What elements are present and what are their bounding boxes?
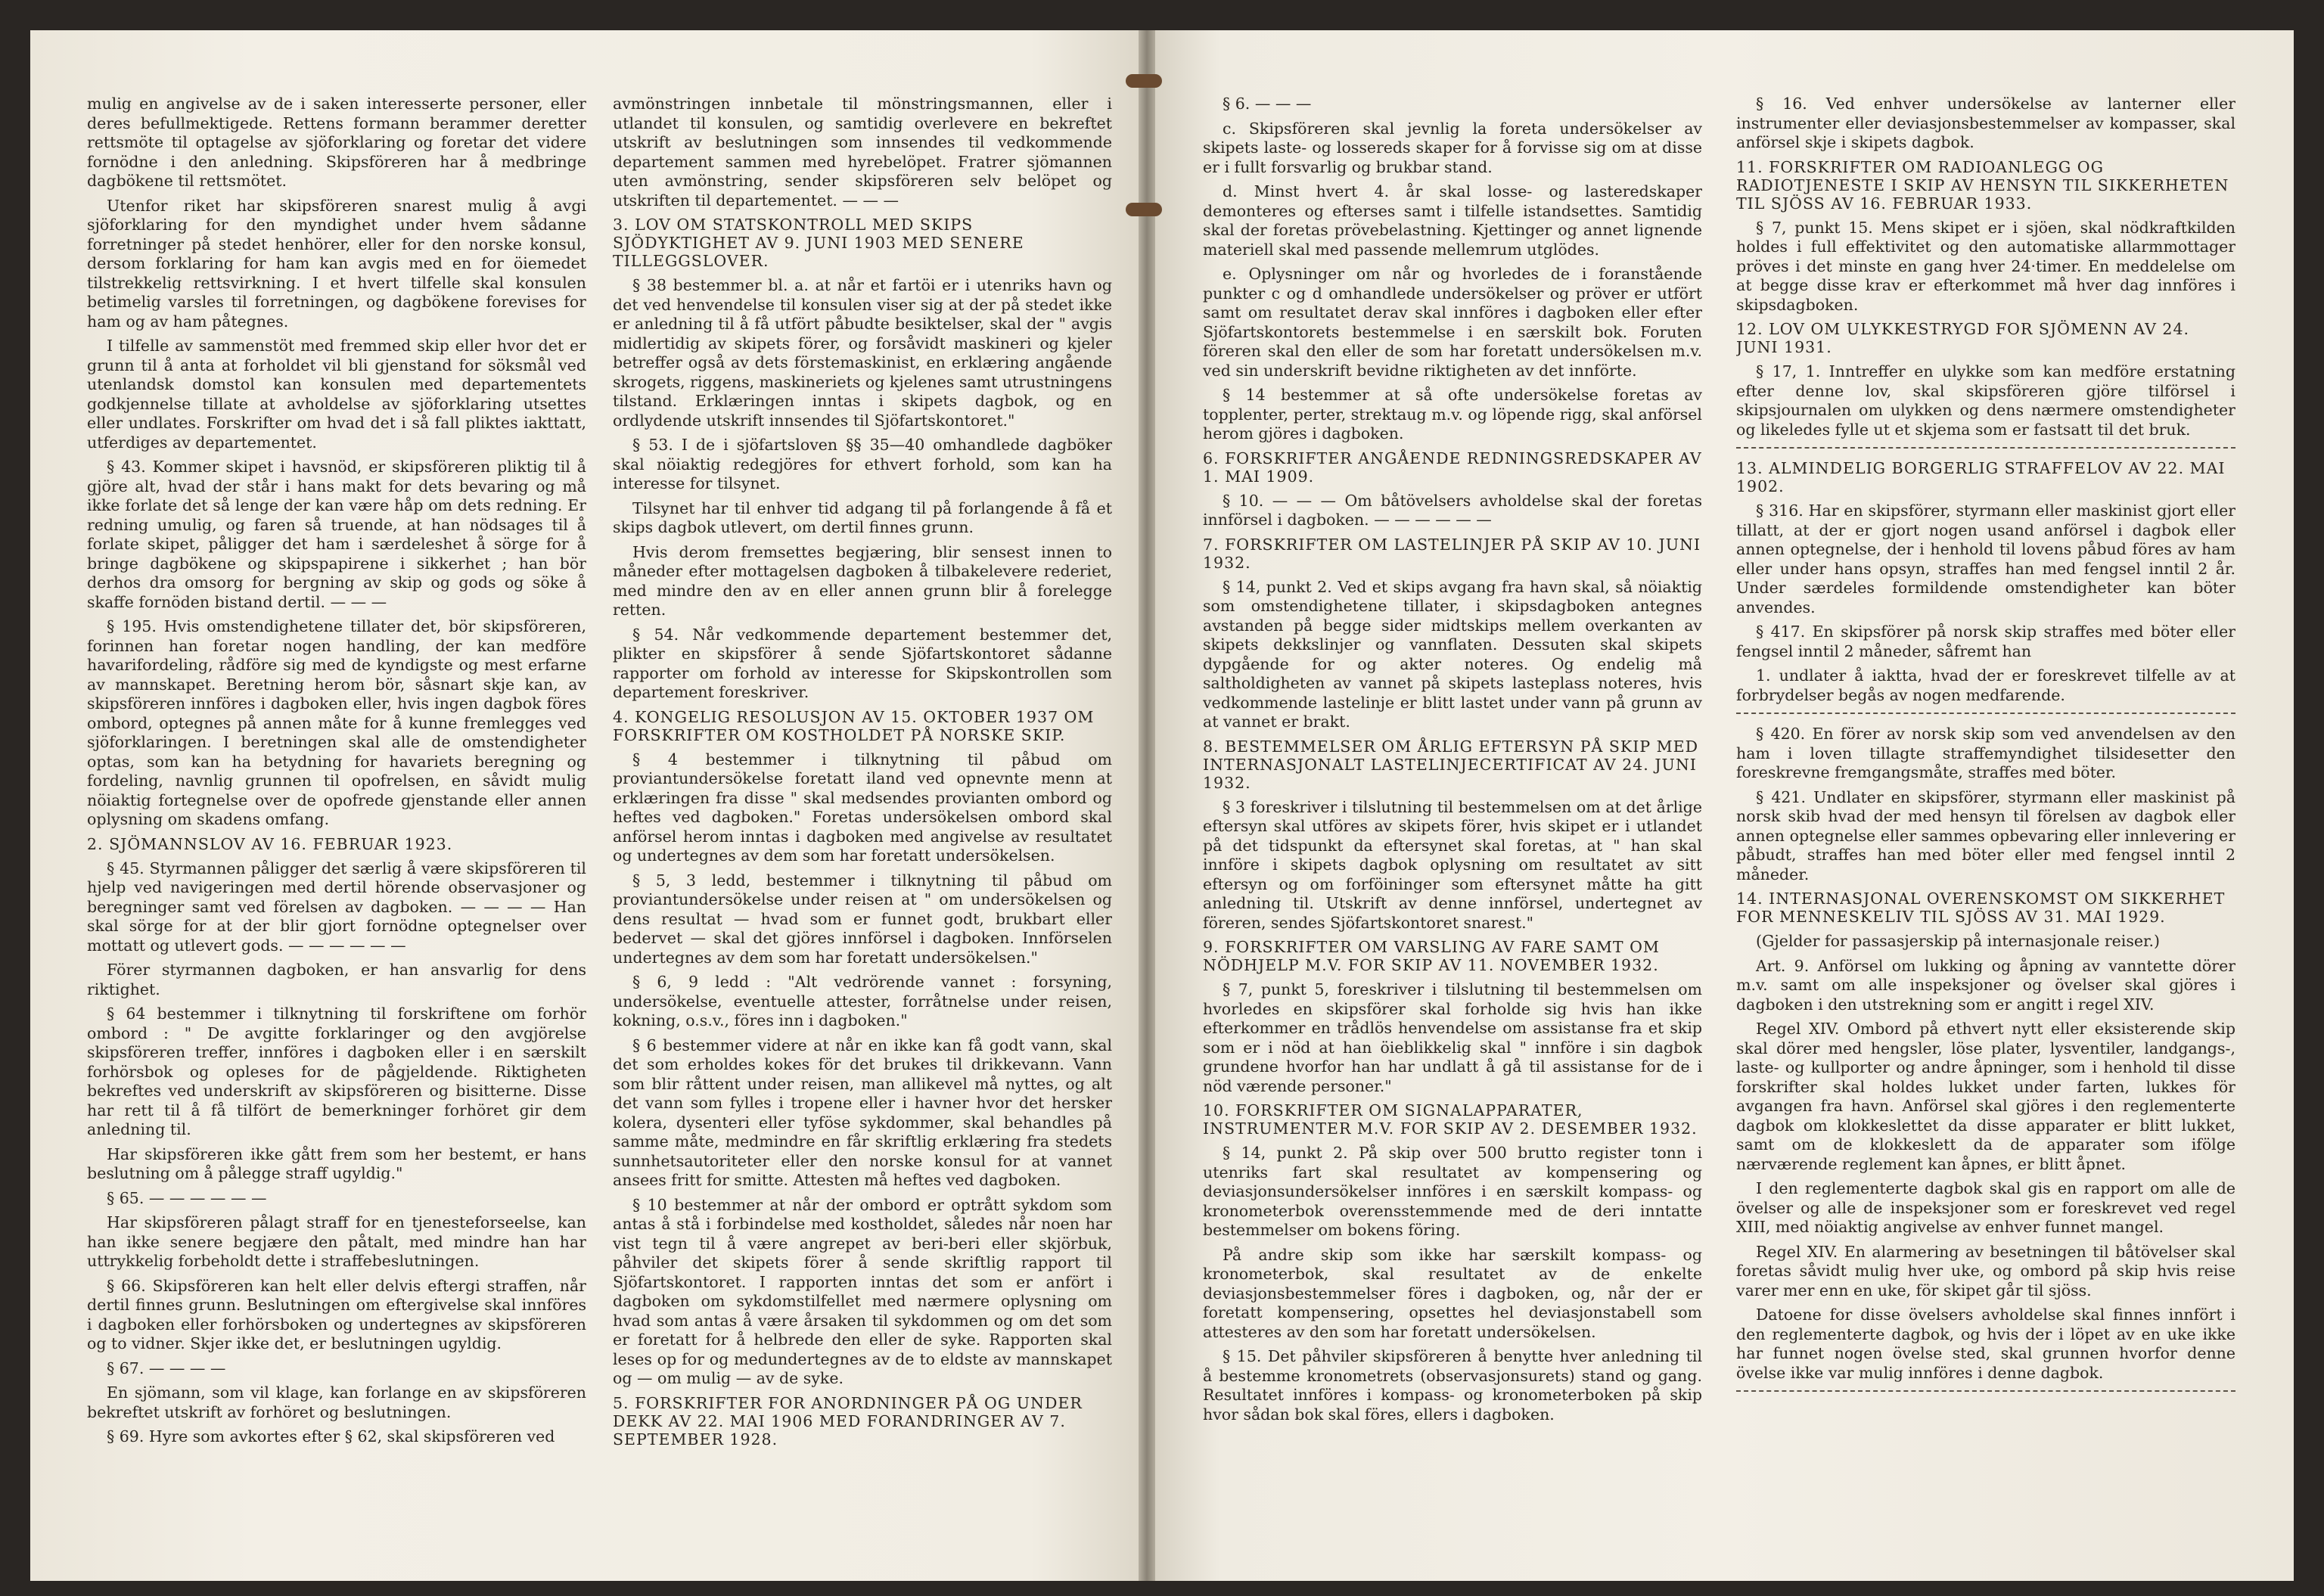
paragraph: § 3 foreskriver i tilslutning til bestemmelsen om at det årlige eftersyn skal utföres av skipets förer, hvis skipet er i utlandet på det tidspunkt da eftersynet skal foretas, at " han skal innföre i skipets dagbok oplysning om resultatet av sitt eftersyn og om forföininger som eftersynet måtte ha gitt anledning til. Utskrift av denne innförsel, undertegnet av föreren, sendes Sjöfartskontoret snarest." (1203, 797, 1702, 932)
book-spine (1139, 30, 1155, 1581)
paragraph: § 66. Skipsföreren kan helt eller delvis eftergi straffen, når dertil finnes grunn. Beslutningen om eftergivelse skal innföres i dagboken eller forhörsboken og undertegnes av skipsföreren og to vidner. Skjer ikke det, er beslutningen ugyldig. (87, 1276, 586, 1352)
paragraph: § 16. Ved enhver undersökelse av lanterner eller instrumenter eller deviasjonsbestemmelser av kompasser, skal anförsel skje i skipets dagbok. (1736, 95, 2235, 151)
paragraph: § 316. Har en skipsförer, styrmann eller maskinist gjort eller tillatt, at der er gjort nogen usand anförsel i dagbok eller annen optegnelse, der i henhold til lovens påbud föres av ham eller under hans opsyn, straffes han med fengsel inntil 2 år. Under særdeles formildende omstendigheter kan böter anvendes. (1736, 501, 2235, 616)
section-heading: 4. KONGELIG RESOLUSJON AV 15. OKTOBER 1937 OM FORSKRIFTER OM KOSTHOLDET PÅ NORSKE SKIP. (613, 707, 1095, 744)
paragraph: § 43. Kommer skipet i havsnöd, er skipsföreren pliktig til å gjöre alt, hvad der står i hans makt for dets bevaring og må ikke forlate det så lenge der kan være håp om dets redning. Er redning umulig, og faren så truende, at han nödsages til å forlate skipet, påligger det ham i særdeleshet å sörge for å bringe dagbökene og skipspapirene i sikkerhet ; han bör derhos dra omsorg for bergning av skip og gods og söke å skaffe fornöden bistand dertil. — — — (87, 458, 586, 611)
paragraph: Har skipsföreren ikke gått frem som her bestemt, er hans beslutning om å pålegge straff ugyldig." (87, 1144, 586, 1182)
paragraph: Datoene for disse övelsers avholdelse skal finnes innfört i den reglementerte dagbok, og hvis der i löpet av en uke ikke har funnet nogen övelse sted, skal grunnen hvorfor denne övelse ikke var mulig innföres i denne dagbok. (1736, 1306, 2235, 1382)
section-heading: 5. FORSKRIFTER FOR ANORDNINGER PÅ OG UNDER DEKK AV 22. MAI 1906 MED FORANDRINGER AV 7. SEPTEMBER 1928. (613, 1393, 1083, 1449)
paragraph: § 65. — — — — — — (107, 1188, 267, 1207)
section-heading: 14. INTERNASJONAL OVERENSKOMST OM SIKKERHET FOR MENNESKELIV TIL SJÖSS AV 31. MAI 1929. (1736, 890, 2226, 926)
section-heading: 7. FORSKRIFTER OM LASTELINJER PÅ SKIP AV 10. JUNI 1932. (1203, 535, 1701, 572)
paragraph: § 53. I de i sjöfartsloven §§ 35—40 omhandlede dagböker skal nöiaktig redegjöres for ethvert forhold, som kan ha interesse for tilsynet. (613, 436, 1112, 492)
paragraph: På andre skip som ikke har særskilt kompass- og kronometerbok, skal resultatet av de enkelte deviasjonsbestemmelser föres i dagboken, og, når der er foretatt kompensering, opsettes hel deviasjonstabell som attesteres av den som har foretatt undersökelsen. (1203, 1245, 1702, 1341)
paragraph: (Gjelder for passasjerskip på internasjonale reiser.) (1756, 932, 2161, 950)
paragraph: Förer styrmannen dagboken, er han ansvarlig for dens riktighet. (87, 961, 586, 998)
paragraph: § 15. Det påhviler skipsföreren å benytte hver anledning til å bestemme kronometrets (observasjonsurets) stand og gang. Resultatet innföres i kompass- og kronometerboken på skip hvor sådan bok skal föres, ellers i dagboken. (1203, 1347, 1702, 1424)
paragraph: § 17, 1. Inntreffer en ulykke som kan medföre erstatning efter denne lov, skal skipsföreren gjöre tilförsel i skipsjournalen om ulykken og dens nærmere omstendigheter og likeledes fylle ut et skjema som er fastsatt til det bruk. (1736, 362, 2235, 439)
paragraph: Regel XIV. En alarmering av besetningen til båtövelser skal foretas såvidt mulig hver uke, og ombord på skip hvis reise varer mer enn en uke, för skipet går til sjöss. (1736, 1242, 2235, 1299)
paragraph: § 420. En förer av norsk skip som ved anvendelsen av den ham i loven tillagte straffemyndighet tilsidesetter den foreskrevne fremgangsmåte, straffes med böter. (1736, 725, 2235, 781)
section-heading: 9. FORSKRIFTER OM VARSLING AV FARE SAMT OM NÖDHJELP M.V. FOR SKIP AV 11. NOVEMBER 1932. (1203, 938, 1660, 974)
text-column-4 (1736, 95, 2235, 1486)
paragraph: § 64 bestemmer i tilknytning til forskriftene om forhör ombord : " De avgitte forklaringer og den avgjörelse skipsföreren treffer, innföres i dagboken eller i en særskilt forhörsbok og opleses for de pågjeldende. Riktigheten bekreftes ved underskrift av skipsföreren og bisitterne. Disse har rett til å få tilfört de bemerkninger forhöret gir dem anledning til. (87, 1004, 586, 1138)
section-heading: 13. ALMINDELIG BORGERLIG STRAFFELOV AV 22. MAI 1902. (1736, 459, 2226, 495)
paragraph: § 6 bestemmer videre at når en ikke kan få godt vann, skal det som erholdes kokes för det brukes til drikkevann. Vann som blir råttent under reisen, man allikevel må nyttes, og alt det vann som fylles i tropene eller i havner hvor det hersker kolera, dysenteri eller tyföse sykdommer, skal behandles på samme måte, medmindre en får skriftlig erklæring fra stedets sunnhetsautoriteter eller den norske konsul for at vannet ansees fritt for smitte. Attesten må heftes ved dagboken. (613, 1036, 1112, 1189)
section-heading: 6. FORSKRIFTER ANGÅENDE REDNINGSREDSKAPER AV 1. MAI 1909. (1203, 449, 1702, 486)
paragraph: d. Minst hvert 4. år skal losse- og lasteredskaper demonteres og efterses samt i tilfelle istandsettes. Samtidig skal der foretas prövebelastning. Kjettinger og annet lignende materiell skal med passende mellemrum utglödes. (1203, 182, 1702, 259)
paragraph: Har skipsföreren pålagt straff for en tjenesteforseelse, kan han ikke senere begjære den påtalt, med mindre han har uttrykkelig forbeholdt dette i straffebeslutningen. (87, 1213, 586, 1270)
paragraph: § 10 bestemmer at når der ombord er optrått sykdom som antas å stå i forbindelse med kostholdet, således når noen har vist tegn til å være angrepet av beri-beri eller skjörbuk, påhviler det skipets förer å sende skriftlig rapport til Sjöfartskontoret. I rapporten inntas det som er anfört i dagboken om sykdomstilfellet med nærmere oplysning om hvad som antas å være årsaken til sykdommen og om det som er foretatt for å helbrede den eller de syke. Rapporten skal leses op for og medundertegnes av de to eldste av mannskapet og — om mulig — av de syke. (613, 1195, 1112, 1387)
paragraph: § 7, punkt 5, foreskriver i tilslutning til bestemmelsen om hvorledes en skipsförer skal forholde sig hvis han ikke efterkommer en trådlös henvendelse om assistanse fra et skip som er i nöd at han öieblikkelig skal " innföre i sin dagbok grundene hvorfor han har undlatt å gå til assistanse for de i nöd værende personer." (1203, 980, 1702, 1095)
paragraph: § 14 bestemmer at så ofte undersökelse foretas av topplenter, perter, strektaug m.v. og löpende rigg, skal anförsel herom gjöres i dagboken. (1203, 386, 1702, 442)
paragraph: § 10. — — — Om båtövelsers avholdelse skal der foretas innförsel i dagboken. — — — — — — (1203, 491, 1702, 529)
text-column-1 (87, 95, 586, 1486)
paragraph: c. Skipsföreren skal jevnlig la foreta undersökelser av skipets laste- og lossereds skaper for å forvisse sig om at disse er i fullt forsvarlig og brukbar stand. (1203, 119, 1702, 176)
paragraph: § 54. Når vedkommende departement bestemmer det, plikter en skipsförer å sende Sjöfartskontoret sådanne rapporter om forhold av interesse for Skipskontrollen som departement foreskriver. (613, 625, 1112, 701)
paragraph: § 6. — — — (1223, 95, 1312, 113)
paragraph: § 4 bestemmer i tilknytning til påbud om proviantundersökelse foretatt iland ved opnevnte menn at erklæringen fra disse " skal medsendes provianten ombord og heftes ved dagboken." Foretas undersökelsen ombord skal anförsel herom inntas i dagboken med angivelse av resultatet og undertegnes av dem som har foretatt undersökelsen. (613, 750, 1112, 865)
section-heading: 12. LOV OM ULYKKESTRYGD FOR SJÖMENN AV 24. JUNI 1931. (1736, 320, 2190, 356)
section-heading: 2. SJÖMANNSLOV AV 16. FEBRUAR 1923. (87, 834, 453, 853)
paragraph: e. Oplysninger om når og hvorledes de i foranstående punkter c og d omhandlede undersökelser og pröver er utfört samt om resultatet derav skal innföres i dagboken eller efter Sjöfartskontorets bestemmelse i en særskilt bok. Foruten föreren skal den eller de som har foretatt undersökelsen m.v. ved sin underskrift bevidne riktigheten av det innförte. (1203, 265, 1702, 380)
dashed-separator (1736, 1390, 2235, 1392)
paragraph: § 14, punkt 2. Ved et skips avgang fra havn skal, så nöiaktig som omstendighetene tillater, i skipsdagboken antegnes avstanden på begge sider midtskips mellem overkanten av skipets dekkslinjer og vannflaten. Dessuten skal skipets dypgående for og akter noteres. Og endelig må saltholdigheten av vannet på skipets lasteplass noteres, hvis vedkommende lastelinje er blitt lastet under vann på grunn av at vannet er brakt. (1203, 577, 1702, 731)
paragraph: 1. undlater å iaktta, hvad der er foreskrevet tilfelle av at forbrydelser begås av nogen medfarende. (1736, 666, 2235, 704)
paragraph: mulig en angivelse av de i saken interesserte personer, eller deres befullmektigede. Rettens formann berammer deretter rettsmöte til optagelse av sjöforklaring og foretar det videre fornödne i den anledning. Skipsföreren har å medbringe dagbökene til rettsmötet. (87, 95, 586, 190)
paragraph: § 38 bestemmer bl. a. at når et fartöi er i utenriks havn og det ved henvendelse til konsulen viser sig at der på stedet ikke er anledning til å få utfört påbudte besiktelser, skal der " avgis midlertidig av skipets förer, og forsåvidt maskineri og kjeler betreffer også av dets förstemaskinist, en erklæring angående skrogets, riggens, maskineriets og kjelenes samt utrustningens tilstand. Erklæringen inntas i skipets dagbok, og en ordlydende utskrift innsendes til Sjöfartskontoret." (613, 276, 1112, 430)
paragraph: § 45. Styrmannen påligger det særlig å være skipsföreren til hjelp ved navigeringen med dertil hörende observasjoner og beregninger samt ved förelsen av dagboken. — — — — Han skal sörge for at der blir gjort fornödne optegnelser over mottatt og utlevert gods. — — — — — — (87, 859, 586, 955)
dashed-separator (1736, 713, 2235, 714)
paragraph: § 69. Hyre som avkortes efter § 62, skal skipsföreren ved (107, 1427, 555, 1445)
paragraph: Utenfor riket har skipsföreren snarest mulig å avgi sjöforklaring for den myndighet under hvem sådanne forretninger på stedet henhörer, eller for den norske konsul, dersom forklaring for ham kan avgis med en for öiemedet tilstrekkelig rettsvirkning. I et hvert tilfelle skal konsulen betimelig varsles til forretningen, og dagbökene forevises for ham og av ham påtegnes. (87, 196, 586, 331)
paragraph: avmönstringen innbetale til mönstringsmannen, eller i utlandet til konsulen, og samtidig overlevere en bekreftet utskrift av beslutningen som innsendes til vedkommende departement sammen med hyrebelöpet. Fratrer sjömannen uten avmönstring, sender skipsföreren selv belöpet og utskriften til departementet. — — — (613, 95, 1112, 210)
paragraph: § 14, punkt 2. På skip over 500 brutto register tonn i utenriks fart skal resultatet av kompensering og deviasjonsundersökelser innföres i en særskilt kompass- og kronometerbok overensstemmende med de deri inntatte bestemmelser om bokens föring. (1203, 1144, 1702, 1239)
dashed-separator (1736, 447, 2235, 449)
paragraph: I den reglementerte dagbok skal gis en rapport om alle de övelser og alle de inspeksjoner som er foreskrevet ved regel XIII, med nöiaktig angivelse av enhver funnet mangel. (1736, 1179, 2235, 1236)
paragraph: § 6, 9 ledd : "Alt vedrörende vannet : forsyning, undersökelse, eventuelle attester, forråtnelse under reisen, kokning, o.s.v., föres inn i dagboken." (613, 973, 1112, 1029)
paragraph: Regel XIV. Ombord på ethvert nytt eller eksisterende skip skal dörer med hengsler, löse plater, lysventiler, landgangs-, laste- og kullporter og andre åpninger, som i henhold til disse forskrifter skal holdes lukket under farten, lukkes för avgangen fra havn. Anförsel skal gjöres i den reglementerte dagbok om klokkeslettet da disse apparater er blitt lukket, samt om de klokkeslett da de apparater som ifölge nærværende reglement kan åpnes, er blitt åpnet. (1736, 1020, 2235, 1173)
paragraph: § 421. Undlater en skipsförer, styrmann eller maskinist på norsk skib hvad der med hensyn til förelsen av dagbok eller annen optegnelse eller sammes opbevaring eller innlevering er påbudt, straffes han med böter eller med fengsel inntil 2 måneder. (1736, 787, 2235, 883)
paragraph: § 5, 3 ledd, bestemmer i tilknytning til påbud om proviantundersökelse under reisen at " om undersökelsen og dens resultat — hvad som er funnet godt, brukbart eller bedervet — skal det gjöres innförsel i dagboken. Innförselen undertegnes av dem som har foretatt undersökelsen." (613, 871, 1112, 967)
section-heading: 3. LOV OM STATSKONTROLL MED SKIPS SJÖDYKTIGHET AV 9. JUNI 1903 MED SENERE TILLEGGSLOVER. (613, 216, 1024, 270)
paragraph: Art. 9. Anförsel om lukking og åpning av vanntette dörer m.v. samt om alle inspeksjoner og övelser skal gjöres i dagboken i den utstrekning som er angitt i regel XIV. (1736, 956, 2235, 1014)
section-heading: 8. BESTEMMELSER OM ÅRLIG EFTERSYN PÅ SKIP MED INTERNASJONALT LASTELINJECERTIFICAT AV 24. JUNI 1932. (1203, 737, 1699, 792)
binding-thread-top (1126, 74, 1162, 88)
text-column-3 (1203, 95, 1702, 1486)
paragraph: § 7, punkt 15. Mens skipet er i sjöen, skal nödkraftkilden holdes i full effektivitet og den automatiske allarmmottager pröves i det minste en gang hver 24·timer. En meddelelse om at begge disse krav er efterkommet må hver dag innföres i skipsdagboken. (1736, 218, 2235, 314)
paragraph: En sjömann, som vil klage, kan forlange en av skipsföreren bekreftet utskrift av forhöret og beslutningen. (87, 1383, 586, 1421)
section-heading: 10. FORSKRIFTER OM SIGNALAPPARATER, INSTRUMENTER M.V. FOR SKIP AV 2. DESEMBER 1932. (1203, 1101, 1698, 1138)
section-heading: 11. FORSKRIFTER OM RADIOANLEGG OG RADIOTJENESTE I SKIP AV HENSYN TIL SIKKERHETEN TIL SJÖSS AV 16. FEBRUAR 1933. (1736, 157, 2229, 213)
paragraph: § 417. En skipsförer på norsk skip straffes med böter eller fengsel inntil 2 måneder, såfremt han (1736, 623, 2235, 660)
paragraph: Hvis derom fremsettes begjæring, blir sensest innen to måneder efter mottagelsen dagboken å tilbakelevere rederiet, med mindre den av en eller annen grunn blir å forelegge retten. (613, 542, 1112, 619)
paragraph: I tilfelle av sammenstöt med fremmed skip eller hvor det er grunn til å anta at forholdet vil bli gjenstand for söksmål ved utenlandsk domstol kan konsulen med departementets godkjennelse tillate at avholdelse av sjöforklaring utsettes eller undlates. Forskrifter om hvad det i så fall pliktes iakttatt, utferdiges av departementet. (87, 337, 586, 452)
paragraph: Tilsynet har til enhver tid adgang til på forlangende å få et skips dagbok utlevert, om dertil finnes grunn. (613, 498, 1112, 536)
binding-thread-middle (1126, 203, 1162, 216)
paragraph: § 67. — — — — (107, 1358, 226, 1377)
paragraph: § 195. Hvis omstendighetene tillater det, bör skipsföreren, forinnen han foretar nogen handling, der kan medföre havarifordeling, rådföre sig med de kyndigste og mest erfarne av mannskapet. Beretning herom bör, såsnart skje kan, av skipsföreren innföres i dagboken eller, hvis ingen dagbok föres ombord, optegnes på annen måte for å kunne fremlegges ved sjöforklaringen. I beretningen skal alle de omstendigheter optas, som kan ha betydning for havariets beregning og fordeling, navnlig grunnen til opofrelsen, en såvidt mulig nöiaktig fortegnelse over de opofrede gjenstande eller annen oplysning om skadens omfang. (87, 617, 586, 828)
text-column-2 (613, 95, 1112, 1486)
